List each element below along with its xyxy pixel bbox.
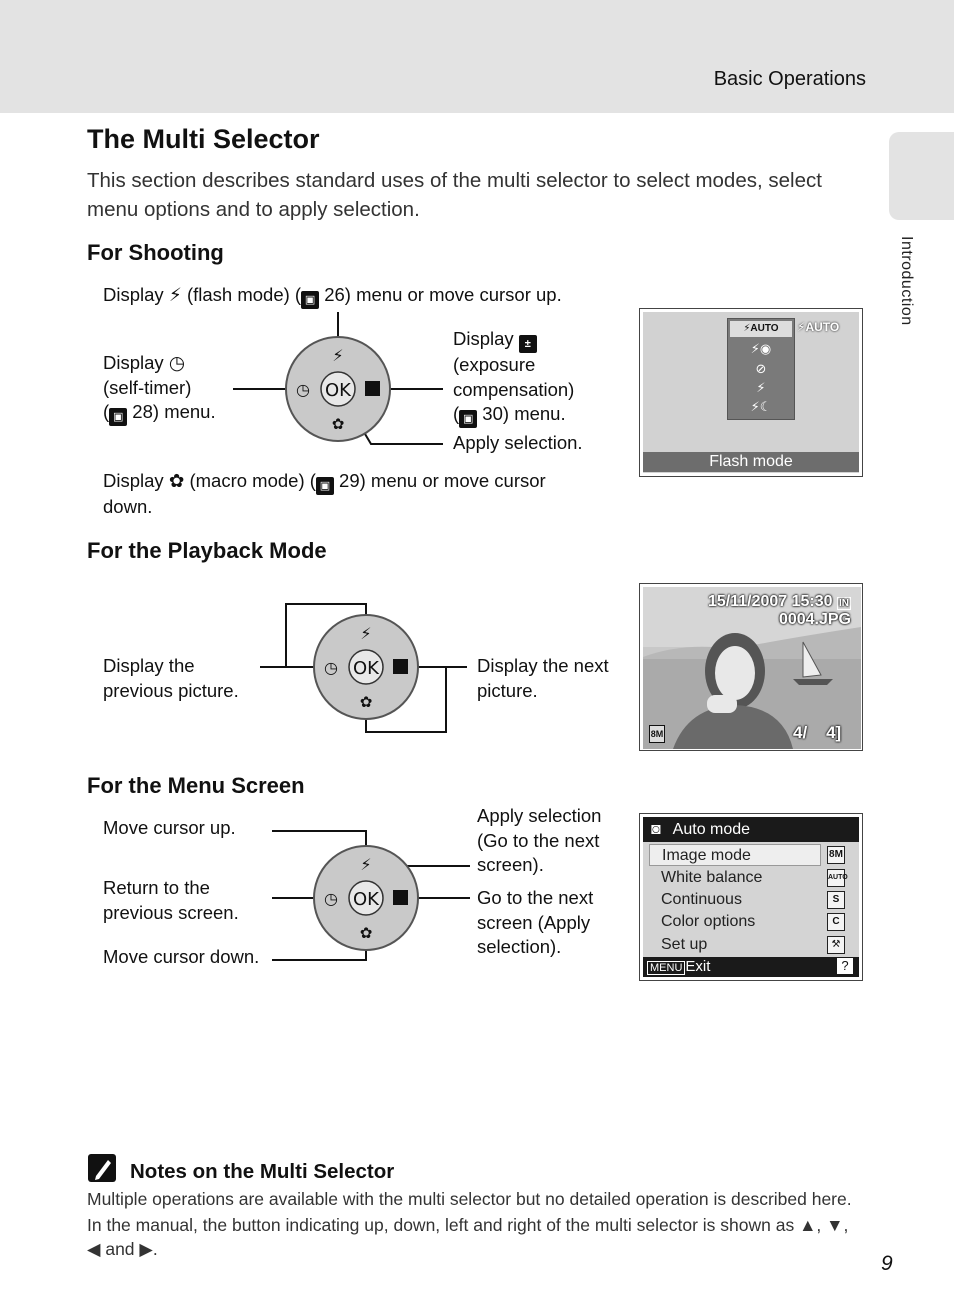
menu-key-icon: MENU — [647, 961, 685, 975]
slow-sync-icon: ⚡☾ — [750, 399, 772, 414]
wrench-icon: ⚒ — [827, 936, 845, 954]
playback-left-text: Display the previous picture. — [103, 655, 239, 701]
flash-auto-option: ⚡AUTO — [730, 321, 792, 337]
up-arrow-icon: ▲ — [799, 1215, 817, 1235]
menu-apply-text: Apply selection (Go to the next screen). — [477, 805, 602, 875]
self-timer-icon: ◷ — [168, 352, 185, 373]
help-icon: ? — [837, 958, 853, 974]
menu-item-set-up[interactable]: Set up — [661, 936, 708, 953]
notes-body: Multiple operations are available with the multi selector but no detailed operation is described here. In the manual, the button indicating up, down, left and right of the multi selector is shown as ▲, ▼, ◀ and ▶. — [87, 1189, 852, 1259]
menu-screen — [639, 813, 863, 981]
multi-selector-playback — [260, 602, 470, 737]
page-number: 9 — [881, 1252, 893, 1275]
page-title: The Multi Selector — [87, 124, 320, 154]
menu-item-continuous[interactable]: Continuous — [661, 891, 742, 908]
memory-icon: IN — [839, 598, 849, 609]
right-arrow-icon: ▶ — [139, 1239, 153, 1259]
flash-icon: ⚡ — [168, 284, 182, 305]
section-title: Basic Operations — [713, 68, 866, 90]
heading-playback: For the Playback Mode — [87, 538, 327, 563]
playback-datetime: 15/11/2007 15:30 IN 0004.JPG — [707, 593, 851, 628]
side-tab — [889, 132, 954, 220]
intro-text: This section describes standard uses of the multi selector to select modes, select menu options and to apply selection. — [87, 169, 822, 221]
image-mode-icon: 8M — [649, 725, 665, 743]
pencil-icon — [88, 1154, 118, 1184]
page-ref-icon: ▣ — [459, 410, 477, 428]
page-ref-icon: ▣ — [316, 477, 334, 495]
notes-title: Notes on the Multi Selector — [130, 1160, 395, 1183]
svg-text:⚡: ⚡ — [360, 624, 372, 643]
shooting-apply-text: Apply selection. — [453, 432, 583, 453]
flash-status-icon: ⚡AUTO — [797, 320, 840, 334]
picture-counter: 4/ 4] — [793, 723, 842, 742]
header-band — [0, 0, 954, 113]
svg-text:OK: OK — [353, 658, 379, 679]
menu-up-text: Move cursor up. — [103, 817, 236, 838]
shooting-left-text: Display ◷ (self-timer) ( ▣ 28) menu. — [103, 351, 216, 426]
playback-screen — [639, 583, 863, 751]
menu-item-color-options[interactable]: Color options — [661, 913, 756, 930]
color-options-icon: C — [827, 913, 845, 931]
flash-off-icon: ⊘ — [755, 361, 767, 376]
continuous-icon: S — [827, 891, 845, 909]
shooting-right-text: Display ± (exposure compensation) ( ▣ 30) menu. — [453, 327, 574, 428]
svg-text:✿: ✿ — [359, 924, 373, 942]
flash-mode-screen — [639, 308, 863, 477]
heading-shooting: For Shooting — [87, 240, 224, 265]
svg-text:✿: ✿ — [331, 415, 345, 433]
menu-item-image-mode[interactable]: Image mode — [649, 844, 821, 866]
fill-flash-icon: ⚡ — [756, 380, 766, 395]
multi-selector-menu — [272, 828, 472, 968]
heading-menu-screen: For the Menu Screen — [87, 773, 305, 798]
down-arrow-icon: ▼ — [826, 1215, 844, 1235]
flash-mode-label: Flash mode — [643, 452, 859, 472]
flash-option-list — [727, 318, 795, 420]
left-arrow-icon: ◀ — [87, 1239, 101, 1259]
macro-icon: ✿ — [168, 470, 185, 491]
menu-next-text: Go to the next screen (Apply selection). — [477, 887, 594, 957]
playback-filename: 0004.JPG — [778, 611, 851, 628]
svg-text:⚡: ⚡ — [332, 346, 344, 365]
page-ref-icon: ▣ — [109, 408, 127, 426]
side-tab-label: Introduction — [898, 236, 915, 326]
svg-text:◷: ◷ — [324, 658, 338, 677]
menu-footer: MENU Exit ? — [643, 957, 859, 977]
camera-icon: ◙ — [651, 821, 661, 838]
exposure-compensation-icon: ± — [519, 335, 537, 353]
svg-text:OK: OK — [325, 380, 351, 401]
svg-text:⚡: ⚡ — [360, 855, 372, 874]
menu-item-white-balance[interactable]: White balance — [661, 869, 763, 886]
svg-text:◷: ◷ — [324, 889, 338, 908]
menu-down-text: Move cursor down. — [103, 946, 260, 967]
red-eye-icon: ⚡◉ — [750, 341, 772, 356]
multi-selector-shooting — [233, 312, 453, 452]
svg-text:◷: ◷ — [296, 380, 310, 399]
shooting-up-text: Display ⚡ (flash mode) ( ▣ 26) menu or move cursor up. — [103, 283, 562, 309]
menu-title-bar: ◙ Auto mode — [643, 817, 859, 842]
shooting-down-text: Display ✿ (macro mode) ( ▣ 29) menu or move cursor down. — [103, 470, 546, 517]
svg-text:OK: OK — [353, 889, 379, 910]
playback-right-text: Display the next picture. — [477, 655, 609, 701]
white-balance-icon: AUTO — [827, 869, 845, 887]
page-ref-icon: ▣ — [301, 291, 319, 309]
svg-text:✿: ✿ — [359, 693, 373, 711]
menu-back-text: Return to the previous screen. — [103, 877, 239, 923]
image-mode-icon: 8M — [827, 846, 845, 864]
